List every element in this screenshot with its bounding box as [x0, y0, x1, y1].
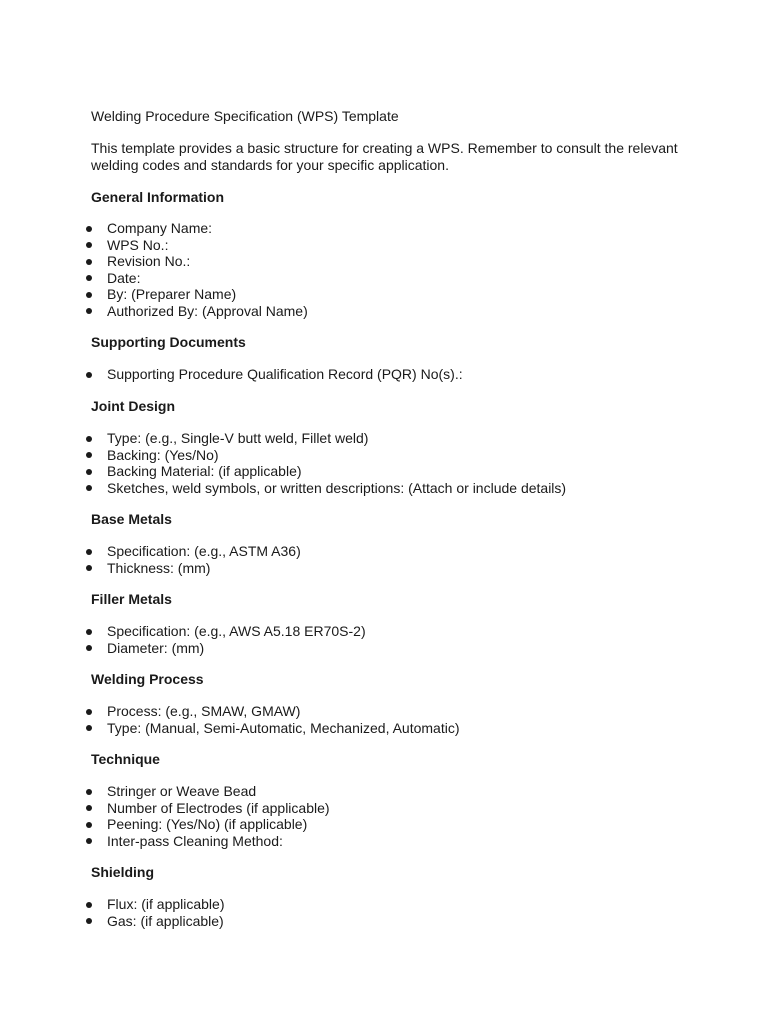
list-filler-metals [0, 623, 366, 656]
list-item [0, 220, 308, 237]
heading-welding-process: Welding Process [91, 671, 204, 687]
bullet-icon [86, 565, 92, 571]
heading-shielding: Shielding [91, 864, 154, 880]
bullet-icon [86, 259, 92, 265]
list-base-metals [0, 543, 301, 576]
list-item-text: Company Name: [107, 220, 213, 236]
list-item-text: Sketches, weld symbols, or written descriptions: (Attach or include details) [107, 479, 567, 496]
list-item-text: Type: (Manual, Semi-Automatic, Mechanized, Automatic) [107, 719, 460, 736]
heading-general-information: General Information [91, 189, 225, 205]
list-item-text: Revision No.: [107, 253, 191, 270]
list-item-text: Stringer or Weave Bead [107, 783, 257, 799]
list-item-text: Peening: (Yes/No) (if applicable) [107, 816, 308, 833]
list-item-text: Supporting Procedure Qualification Record (PQR) No(s).: [107, 366, 463, 382]
list-item [0, 720, 459, 737]
intro-paragraph: This template provides a basic structure for creating a WPS. Remember to consult the relevant welding codes and standards for your specific application. [91, 140, 678, 173]
heading-supporting-documents: Supporting Documents [91, 334, 246, 350]
list-item-text: Date: [107, 269, 141, 286]
list-item-text: Type: (e.g., Single-V butt weld, Fillet weld) [107, 430, 369, 446]
bullet-icon [86, 629, 92, 635]
list-item [0, 430, 566, 447]
list-item [0, 543, 301, 560]
list-item [0, 366, 463, 383]
bullet-icon [86, 485, 92, 491]
bullet-icon [86, 709, 92, 715]
bullet-icon [86, 275, 92, 281]
list-item-text: Process: (e.g., SMAW, GMAW) [107, 703, 301, 719]
list-item [0, 623, 366, 640]
list-item [0, 303, 308, 320]
list-general-information [0, 220, 308, 320]
bullet-icon [86, 469, 92, 475]
bullet-icon [86, 789, 92, 795]
list-joint-design [0, 430, 566, 496]
bullet-icon [86, 838, 92, 844]
list-item [0, 270, 308, 287]
bullet-icon [86, 645, 92, 651]
list-item [0, 640, 366, 657]
bullet-icon [86, 822, 92, 828]
bullet-icon [86, 452, 92, 458]
bullet-icon [86, 725, 92, 731]
list-item-text: Specification: (e.g., ASTM A36) [107, 543, 301, 559]
list-item-text: Diameter: (mm) [107, 639, 205, 656]
list-item [0, 463, 566, 480]
list-item [0, 703, 459, 720]
list-item-text: Backing Material: (if applicable) [107, 463, 302, 480]
list-shielding [0, 896, 225, 929]
bullet-icon [86, 902, 92, 908]
bullet-icon [86, 549, 92, 555]
bullet-icon [86, 308, 92, 314]
list-item [0, 480, 566, 497]
heading-filler-metals: Filler Metals [91, 591, 172, 607]
list-item-text: Flux: (if applicable) [107, 896, 225, 912]
list-item-text: Authorized By: (Approval Name) [107, 302, 308, 319]
list-item [0, 816, 330, 833]
list-item-text: Thickness: (mm) [107, 559, 211, 576]
list-item [0, 800, 330, 817]
bullet-icon [86, 372, 92, 378]
list-item-text: Backing: (Yes/No) [107, 446, 219, 463]
bullet-icon [86, 226, 92, 232]
list-supporting-documents [0, 366, 463, 383]
list-item [0, 913, 225, 930]
list-item-text: Gas: (if applicable) [107, 912, 224, 929]
list-item [0, 253, 308, 270]
heading-technique: Technique [91, 751, 160, 767]
list-item-text: Specification: (e.g., AWS A5.18 ER70S-2) [107, 623, 366, 639]
list-item [0, 560, 301, 577]
bullet-icon [86, 805, 92, 811]
list-item [0, 447, 566, 464]
heading-joint-design: Joint Design [91, 398, 176, 414]
list-item [0, 896, 225, 913]
list-item-text: Inter-pass Cleaning Method: [107, 832, 283, 849]
list-technique [0, 783, 330, 849]
heading-base-metals: Base Metals [91, 511, 172, 527]
bullet-icon [86, 292, 92, 298]
list-item [0, 833, 330, 850]
list-item [0, 783, 330, 800]
bullet-icon [86, 436, 92, 442]
list-item-text: WPS No.: [107, 236, 169, 253]
list-item-text: Number of Electrodes (if applicable) [107, 799, 330, 816]
document-title: Welding Procedure Specification (WPS) Template [91, 108, 399, 124]
list-welding-process [0, 703, 459, 736]
list-item [0, 286, 308, 303]
list-item [0, 237, 308, 254]
list-item-text: By: (Preparer Name) [107, 286, 237, 303]
bullet-icon [86, 918, 92, 924]
bullet-icon [86, 242, 92, 248]
